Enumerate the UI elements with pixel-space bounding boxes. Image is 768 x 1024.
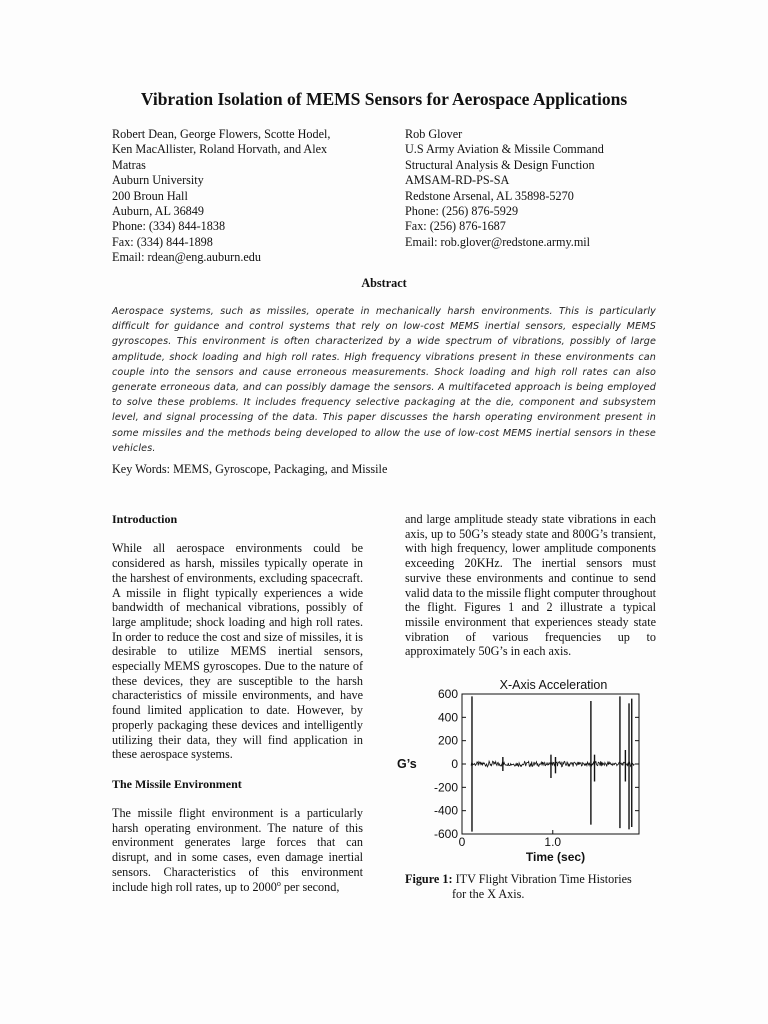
figure-caption (405, 872, 665, 902)
y-tick-label: -600 (433, 827, 458, 841)
author-address: Auburn, AL 36849 (112, 204, 204, 219)
x-tick-label: 1.0 (544, 835, 562, 849)
author-affiliation: Auburn University (112, 173, 204, 188)
author-names-line: Matras (112, 157, 146, 172)
author-email: Email: rob.glover@redstone.army.mil (405, 234, 591, 249)
section-heading-missile-environment: The Missile Environment (112, 776, 242, 791)
introduction-paragraph: While all aerospace environments could be considered as harsh, missiles typically operate in the harshest of environments, excluding spacecraft. A missile in flight typically experiences a wide bandwidth of mechanical vibrations, possibly of large amplitude; shock loading and high roll rates. In order to reduce the cost and size of missiles, it is desirable to utilize MEMS inertial sensors, especially MEMS gyroscopes. Due to the nature of these devices, they are susceptible to the harsh characteristics of missile environments, and have found limited application to date. However, by properly packaging these devices and intelligently utilizing their data, they will find application in these aerospace systems. (112, 541, 363, 762)
author-block-auburn (112, 127, 382, 266)
abstract-text: Aerospace systems, such as missiles, operate in mechanically harsh environments. This is particularly difficult for guidance and control systems that rely on low-cost MEMS inertial sensors, especially MEMS gyroscopes. This environment is often characterized by a wide spectrum of vibrations, possibly of large amplitude, shock loading and high roll rates. High frequency vibrations present in these environments can couple into the sensors and cause erroneous measurements. Shock loading and high roll rates can also generate erroneous data, and can possibly damage the sensors. A multifaceted approach is being employed to solve these problems. It includes frequency selective packaging at the die, component and subsystem level, and signal processing of the data. This paper discusses the harsh operating environment present in some missiles and the methods being developed to allow the use of low-cost MEMS inertial sensors in these vehicles. (112, 306, 656, 454)
author-names-line: Ken MacAllister, Roland Horvath, and Alex (112, 142, 328, 157)
chart-title: X-Axis Acceleration (499, 678, 608, 692)
author-fax: Fax: (334) 844-1898 (112, 234, 213, 249)
author-address: Redstone Arsenal, AL 35898-5270 (405, 188, 574, 203)
vibration-trace (471, 761, 634, 767)
figure-label: Figure 1: (405, 872, 453, 886)
figure-caption-text: for the X Axis. (452, 887, 525, 901)
missile-environment-paragraph-continued: and large amplitude steady state vibrations in each axis, up to 50G’s steady state and 800G’s transient, with high frequency, lower amplitude components exceeding 20KHz. The inertial sensors must survive these environments and continue to send valid data to the missile flight computer throughout the flight. Figures 1 and 2 illustrate a typical missile environment that experiences steady state vibration of various frequencies up to approximately 50G’s in each axis. (405, 512, 656, 659)
right-column (405, 512, 656, 659)
y-tick-label: 400 (437, 710, 458, 725)
author-dept: Structural Analysis & Design Function (405, 157, 595, 172)
y-tick-label: 0 (451, 757, 458, 771)
author-address: 200 Broun Hall (112, 188, 188, 203)
left-column (112, 512, 363, 894)
keywords: Key Words: MEMS, Gyroscope, Packaging, and Missile (112, 462, 388, 476)
author-names-line: Robert Dean, George Flowers, Scotte Hodel, (112, 127, 331, 141)
author-email: Email: rdean@eng.auburn.edu (112, 250, 261, 265)
paragraph-text: The missile flight environment is a particularly harsh operating environment. The nature of this environment generates large forces that can disrupt, and in some cases, even damage inertial sensors. Characteristics of this environment include high roll rates, up to 2000 (112, 806, 363, 894)
degree-superscript: o (276, 878, 281, 888)
x-axis-acceleration-chart (395, 675, 665, 870)
section-heading-introduction: Introduction (112, 512, 178, 526)
y-tick-label: 200 (437, 733, 458, 748)
y-tick-label: -200 (433, 780, 458, 795)
missile-environment-paragraph (112, 806, 363, 894)
author-name: Rob Glover (405, 127, 463, 141)
paper-title: Vibration Isolation of MEMS Sensors for Aerospace Applications (140, 89, 628, 109)
figure-caption-text: ITV Flight Vibration Time Histories (452, 872, 632, 886)
y-tick-label: -400 (433, 803, 458, 818)
abstract-heading: Abstract (361, 276, 407, 290)
author-phone: Phone: (256) 876-5929 (405, 204, 519, 219)
author-phone: Phone: (334) 844-1838 (112, 219, 226, 234)
paragraph-text: per second, (280, 879, 340, 894)
author-code: AMSAM-RD-PS-SA (405, 173, 510, 188)
y-axis-label: G’s (397, 757, 417, 771)
author-fax: Fax: (256) 876-1687 (405, 219, 506, 234)
author-block-army (405, 127, 705, 250)
x-axis-label: Time (sec) (525, 850, 586, 864)
y-tick-label: 600 (437, 687, 458, 701)
x-tick-label: 0 (458, 835, 466, 849)
author-org: U.S Army Aviation & Missile Command (405, 142, 604, 157)
